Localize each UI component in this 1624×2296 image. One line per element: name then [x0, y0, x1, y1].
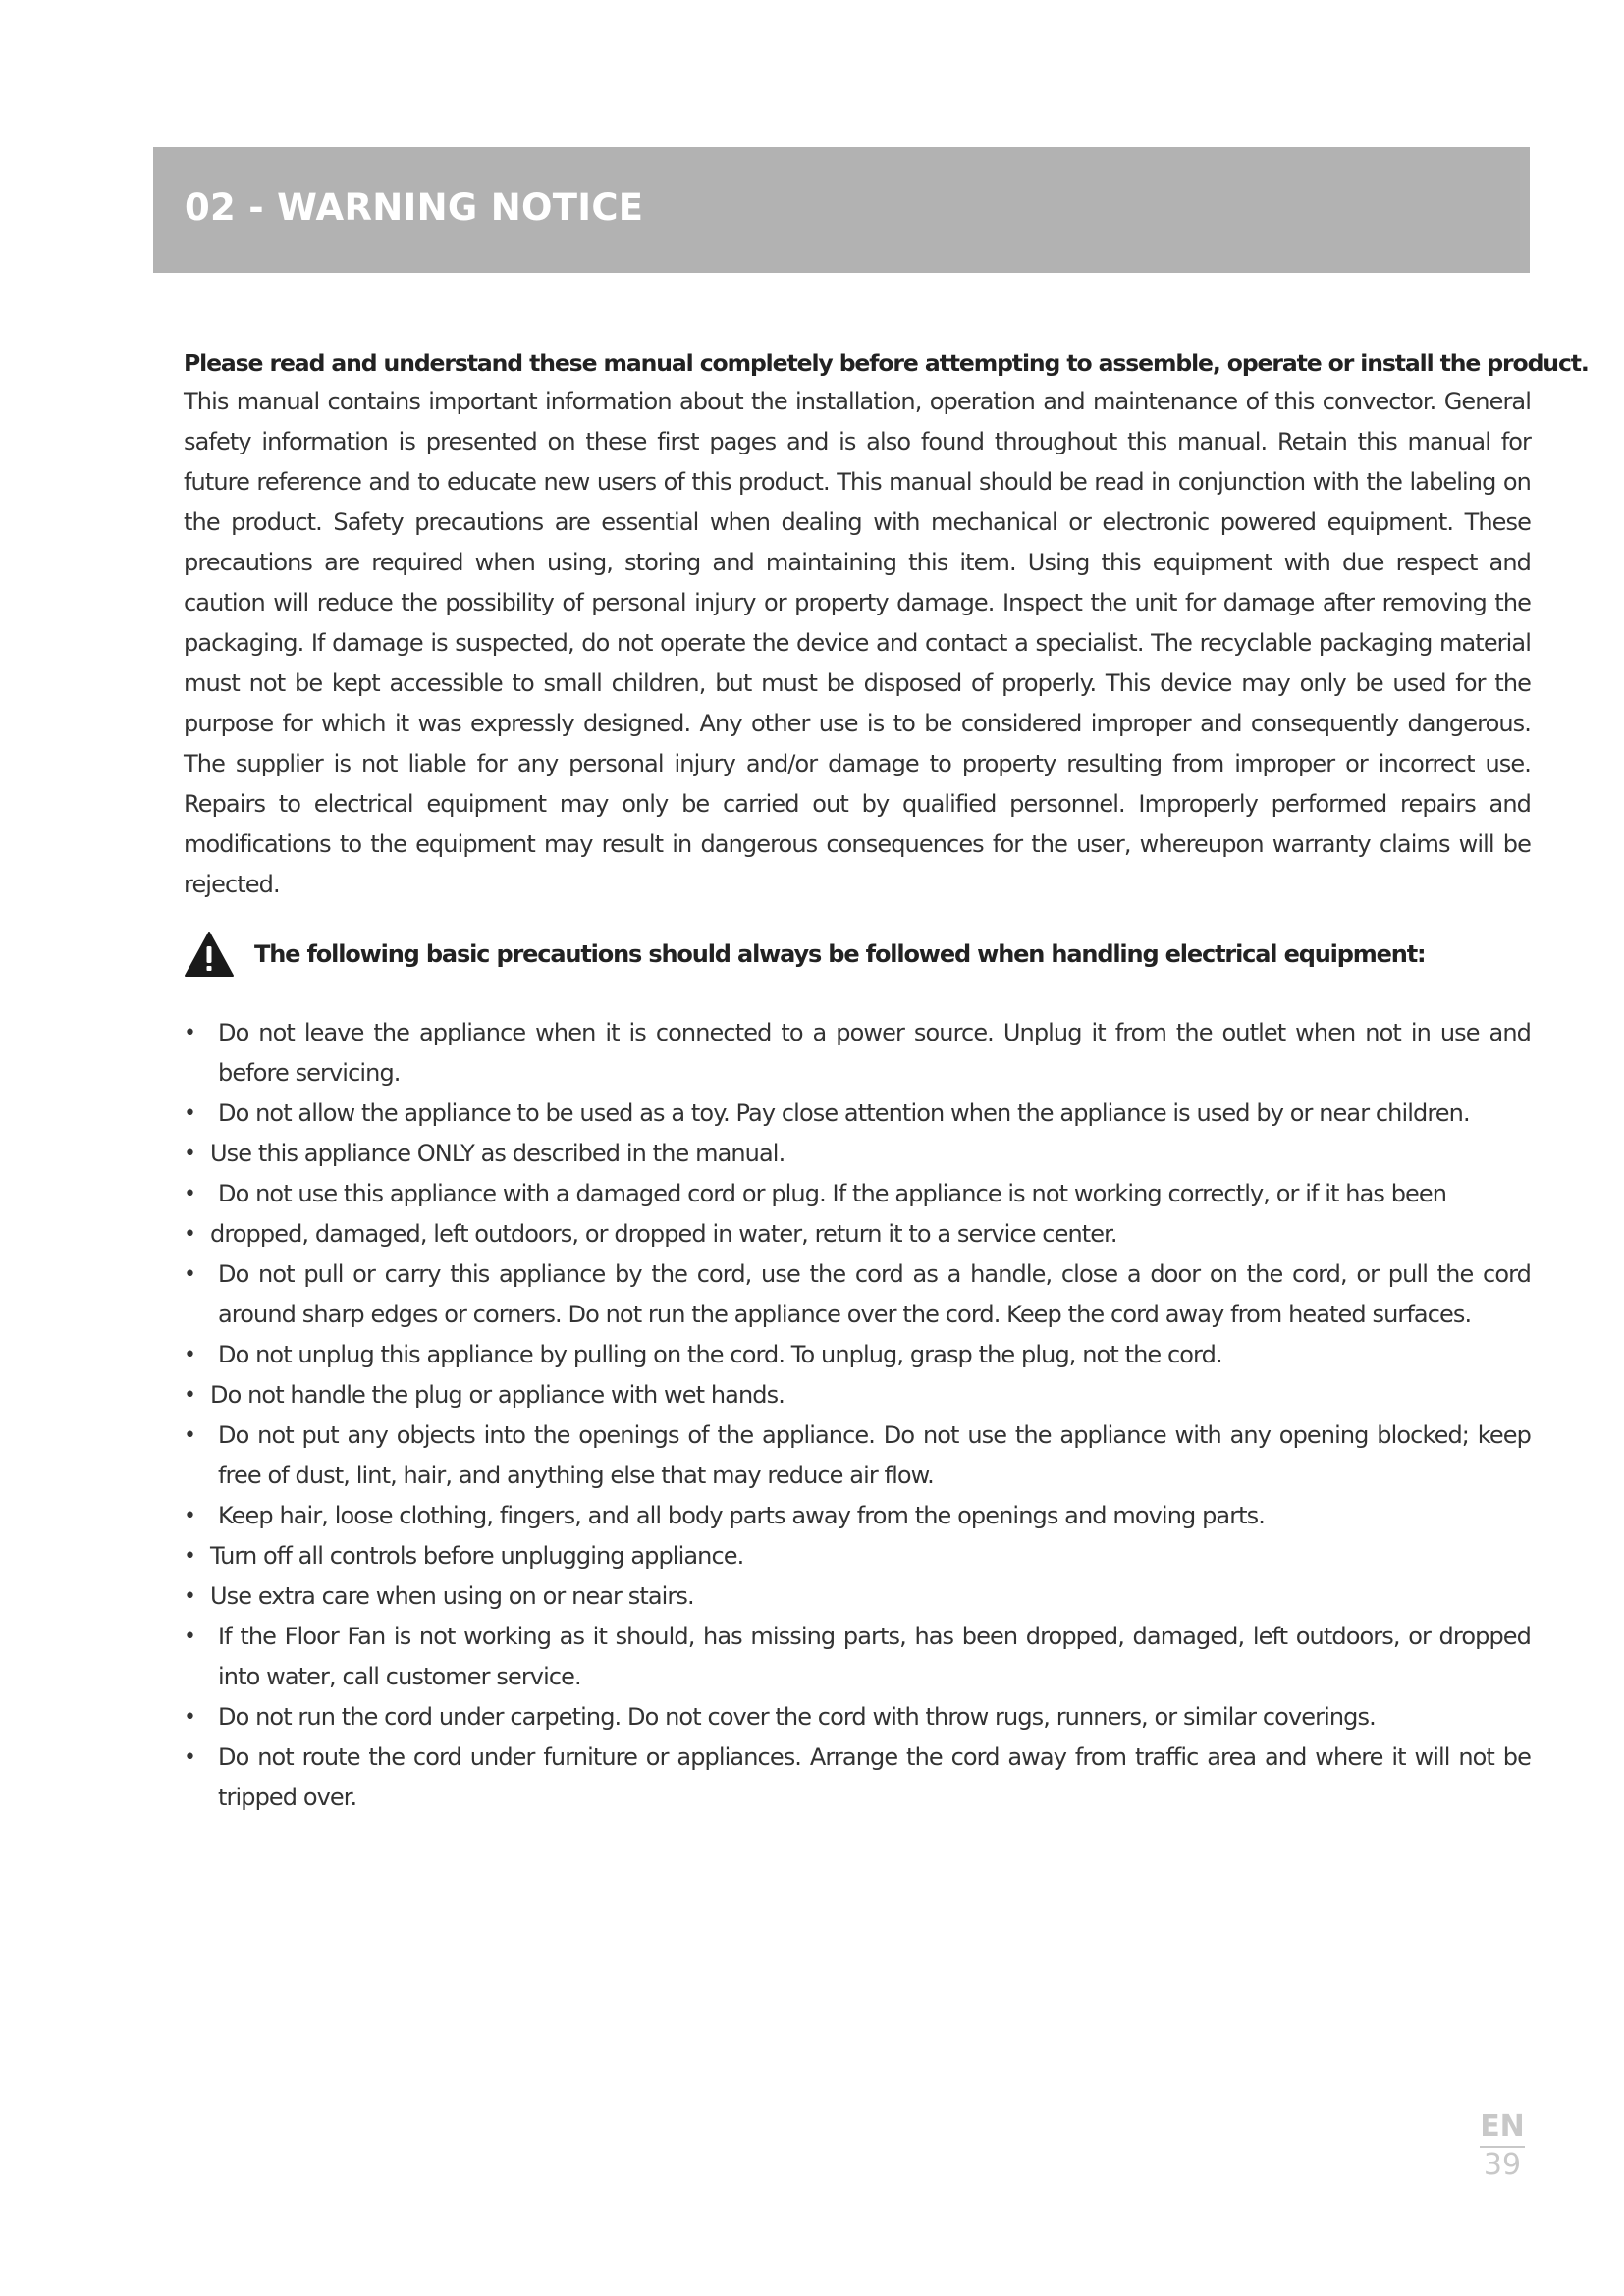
list-item — [184, 1134, 1531, 1174]
list-item-text: Do not unplug this appliance by pulling on the cord. To unplug, grasp the plug, not the cord. — [218, 1341, 1222, 1368]
list-item — [184, 1737, 1531, 1818]
page-footer — [1473, 2110, 1532, 2183]
bullet: • — [184, 1343, 196, 1367]
intro-body: This manual contains important information about the installation, operation and maintenance of this convector. General safety information is presented on these first pages and is also found throughout this manual. Retain this manual for future reference and to educate new users of this product. This manual should be read in conjunction with the labeling on the product. Safety precautions are essential when dealing with mechanical or electronic powered equipment. These precautions are required when using, storing and maintaining this item. Using this equipment with due respect and caution will reduce the possibility of personal injury or property damage. Inspect the unit for damage after removing the packaging. If damage is suspected, do not operate the device and contact a specialist. The recyclable packaging material must not be kept accessible to small children, but must be disposed of properly. This device may only be used for the purpose for which it was expressly designed. Any other use is to be considered improper and consequently dangerous. The supplier is not liable for any personal injury and/or damage to property resulting from improper or incorrect use. Repairs to electrical equipment may only be carried out by qualified personnel. Improperly performed repairs and modifications to the equipment may result in dangerous consequences for the user, whereupon warranty claims will be rejected. — [184, 388, 1531, 898]
list-item — [184, 1496, 1531, 1536]
bullet: • — [184, 1222, 196, 1247]
list-item-text: Do not handle the plug or appliance with wet hands. — [210, 1381, 785, 1409]
list-item-text: Use this appliance ONLY as described in the manual. — [210, 1140, 785, 1167]
list-item-text: Do not route the cord under furniture or appliances. Arrange the cord away from traffic area and where it will not be tripped over. — [218, 1743, 1531, 1811]
list-item — [184, 1335, 1531, 1375]
bullet: • — [184, 1625, 196, 1649]
warning-callout — [184, 931, 1425, 978]
list-item-text: Do not allow the appliance to be used as a toy. Pay close attention when the appliance is used by or near children. — [218, 1099, 1470, 1127]
list-item-text: Do not leave the appliance when it is connected to a power source. Unplug it from the outlet when not in use and before servicing. — [218, 1019, 1531, 1087]
list-item — [184, 1617, 1531, 1697]
section-title: 02 - WARNING NOTICE — [185, 187, 644, 229]
section-header — [153, 147, 1530, 273]
list-item — [184, 1375, 1531, 1415]
page-number: 39 — [1483, 2148, 1522, 2182]
bullet: • — [184, 1745, 196, 1770]
bullet: • — [184, 1262, 196, 1287]
precautions-list — [184, 1013, 1531, 1818]
list-item — [184, 1255, 1531, 1335]
bullet: • — [184, 1705, 196, 1730]
list-item-text: dropped, damaged, left outdoors, or dropped in water, return it to a service center. — [210, 1220, 1117, 1248]
list-item-text: Use extra care when using on or near stairs. — [210, 1582, 694, 1610]
bullet: • — [184, 1383, 196, 1408]
bullet: • — [184, 1182, 196, 1206]
list-item — [184, 1415, 1531, 1496]
bullet: • — [184, 1142, 196, 1166]
bullet: • — [184, 1101, 196, 1126]
page-content — [184, 346, 1589, 1811]
bullet: • — [184, 1423, 196, 1448]
warning-text: The following basic precautions should always be followed when handling electrical equipment: — [254, 940, 1426, 968]
language-code: EN — [1480, 2110, 1525, 2148]
list-item — [184, 1013, 1531, 1094]
bullet: • — [184, 1584, 196, 1609]
list-item-text: Do not run the cord under carpeting. Do not cover the cord with throw rugs, runners, or similar coverings. — [218, 1703, 1376, 1731]
list-item — [184, 1576, 1531, 1617]
list-item-text: Turn off all controls before unplugging appliance. — [210, 1542, 744, 1570]
list-item — [184, 1536, 1531, 1576]
list-item — [184, 1697, 1531, 1737]
list-item-text: Do not put any objects into the openings of the appliance. Do not use the appliance with any opening blocked; keep free of dust, lint, hair, and anything else that may reduce air flow. — [218, 1421, 1531, 1489]
list-item-text: If the Floor Fan is not working as it should, has missing parts, has been dropped, damaged, left outdoors, or dropped into water, call customer service. — [218, 1623, 1531, 1690]
list-item-text: Keep hair, loose clothing, fingers, and all body parts away from the openings and moving parts. — [218, 1502, 1266, 1529]
intro-lead: Please read and understand these manual completely before attempting to assemble, operate or install the product. — [184, 349, 1589, 377]
bullet: • — [184, 1021, 196, 1045]
list-item-text: Do not pull or carry this appliance by the cord, use the cord as a handle, close a door on the cord, or pull the cord around sharp edges or corners. Do not run the appliance over the cord. Keep the cord away from heated surfaces. — [218, 1260, 1531, 1328]
list-item-text: Do not use this appliance with a damaged cord or plug. If the appliance is not working correctly, or if it has been — [218, 1180, 1447, 1207]
list-item — [184, 1174, 1531, 1214]
list-item — [184, 1214, 1531, 1255]
bullet: • — [184, 1544, 196, 1569]
list-item — [184, 1094, 1531, 1134]
warning-triangle-icon — [184, 931, 235, 978]
bullet: • — [184, 1504, 196, 1528]
